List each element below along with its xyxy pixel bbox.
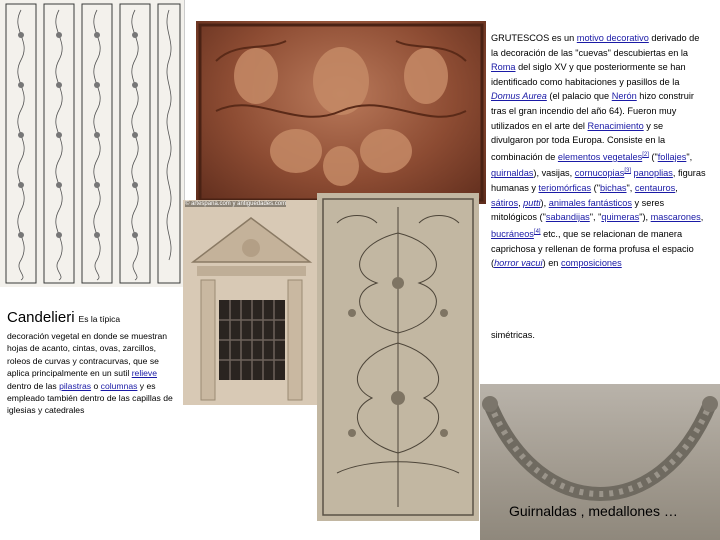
grutescos-text: etc., que se relacionan de manera caprichosa y rellenan de forma profusa el espacio ( [491,228,694,269]
candelieri-text: o [91,380,101,391]
grutescos-text: ), [540,197,549,208]
carved-relief-image [196,21,486,204]
link-cornucopias[interactable]: cornucopias [574,168,625,179]
grutescos-text: ), vasijas, [533,168,575,179]
link-teriomorficas[interactable]: teriomórficas [538,183,592,194]
window-image-watermark: © artespana.com y antiguedades.com [185,201,287,207]
link-satiros[interactable]: sátiros [491,197,519,208]
grutescos-text: es un [549,33,577,43]
grutescos-text: (el palacio que [546,91,612,102]
grutescos-text: , figuras humanas y [491,168,706,194]
link-centauros[interactable]: centauros [634,183,676,194]
grutescos-title: GRUTESCOS [491,33,550,43]
grutescos-description [491,31,708,271]
grutescos-text: (" [591,183,600,194]
link-bichas[interactable]: bichas [599,183,627,194]
link-mascarones[interactable]: mascarones [650,212,701,223]
link-pilastras[interactable]: pilastras [59,380,92,391]
footnote-2[interactable]: [2] [642,151,649,158]
footnote-4[interactable]: [4] [533,228,541,235]
window-grotesque-image [183,200,320,405]
link-motivo-decorativo[interactable]: motivo decorativo [576,33,649,43]
grutescos-text: ", [686,151,693,162]
grutescos-text: (" [648,151,658,162]
grutescos-text: , [518,197,524,208]
candelieri-text: decoración vegetal en donde se muestran hojas de acanto, cintas, ovas, zarcillos, roleos de curvas y contracurvas, que se aplica principalmente en un sutil [7,331,168,379]
link-quimeras[interactable]: quimeras [601,212,640,223]
grutescos-text: del siglo XV y que posteriormente se han identificado como habitaciones y pasillos de la [491,62,686,87]
grutescos-text: derivado de la decoración de las "cuevas" descubiertas en la [491,33,700,58]
link-columnas[interactable]: columnas [100,380,138,391]
grutescos-text: y se divulgaron por toda Europa. Consiste en la combinación de [491,120,666,162]
grutescos-text: ", [626,183,635,194]
link-renacimiento[interactable]: Renacimiento [587,120,644,131]
candelieri-text: dentro de las [7,380,60,391]
grutescos-text: ) en [542,258,561,269]
link-horror-vacui[interactable]: horror vacui [494,258,543,269]
link-guirnaldas[interactable]: guirnaldas [491,168,534,179]
link-elementos-vegetales[interactable]: elementos vegetales [557,151,643,162]
grutescos-text: , [700,212,704,223]
candelieri-title: Candelieri [7,309,75,326]
grutescos-text: , [675,183,678,194]
candelieri-subtitle: Es la típica [78,314,121,324]
link-roma[interactable]: Roma [491,62,516,73]
link-bucraneos[interactable]: bucráneos [491,228,534,239]
link-neron[interactable]: Nerón [611,91,637,102]
link-relieve[interactable]: relieve [131,368,158,379]
grutescos-text: ", " [589,212,602,223]
candelieri-image [0,0,185,287]
engraving-image [317,193,479,521]
link-panoplias[interactable]: panoplias [633,168,673,179]
garland-caption: Guirnaldas , medallones … [509,503,678,519]
link-follajes[interactable]: follajes [657,151,687,162]
grutescos-end-text: simétricas. [491,330,535,340]
grutescos-text: y seres mitológicos (" [491,197,665,223]
link-putti[interactable]: putti [523,197,541,208]
candelieri-text: y es empleado también dentro de las capillas de iglesias y catedrales [7,380,173,416]
grutescos-text: "), [639,212,651,223]
link-sabandijas[interactable]: sabandijas [545,212,590,223]
candelieri-heading [7,309,120,326]
link-animales-fantasticos[interactable]: animales fantásticos [548,197,632,208]
footnote-3[interactable]: [3] [624,168,631,175]
candelieri-description [7,330,179,417]
link-composiciones[interactable]: composiciones [560,258,622,269]
link-domus-aurea[interactable]: Domus Aurea [491,91,547,102]
grutescos-text: hizo construir tras el gran incendio del año 64). Fueron muy utilizados en el arte del [491,91,694,131]
